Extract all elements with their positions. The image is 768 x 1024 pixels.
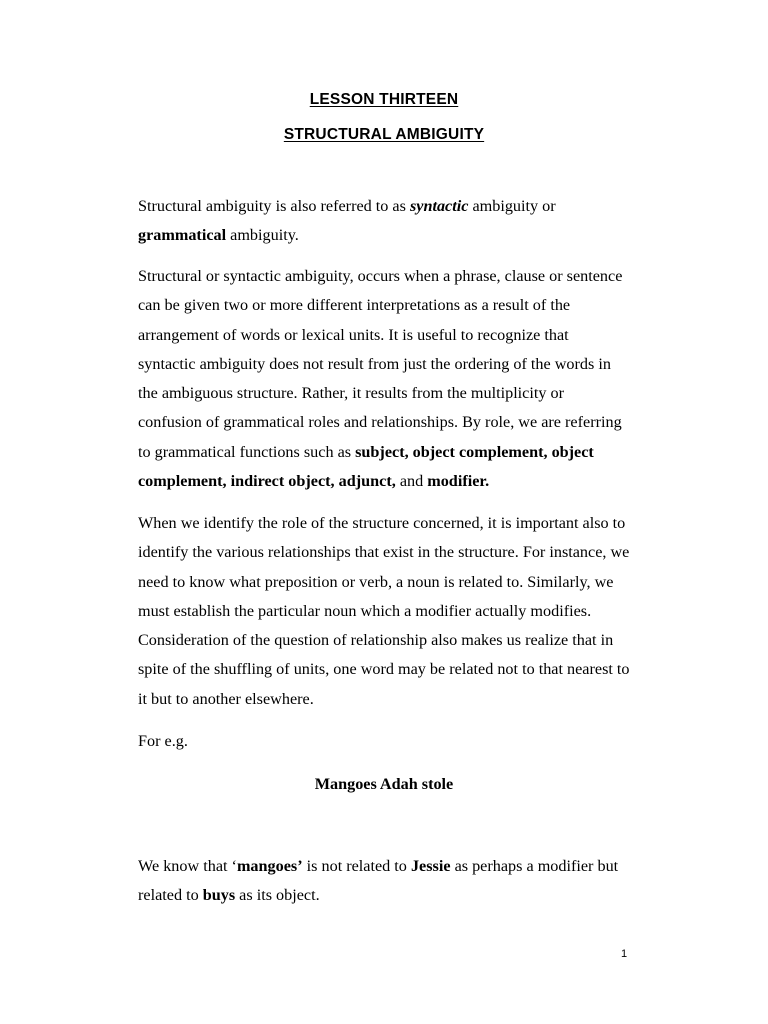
paragraph-explanation [138,262,630,496]
para1-text-2: ambiguity or [468,197,556,215]
lesson-title: LESSON THIRTEEN [309,91,459,108]
para1-term-grammatical: grammatical [138,226,227,245]
para5-text-4: as its object. [235,886,320,905]
para5-word-mangoes: mangoes’ [236,857,303,875]
para2-roles: subject, object complement, object complement, indirect object, adjunct, [138,442,594,491]
lesson-subtitle: STRUCTURAL AMBIGUITY [283,126,485,143]
para5-word-buys: buys [202,886,236,905]
para5-text-2: is not related to [302,857,411,875]
para2-text-2: and [395,472,428,491]
para5-text-3: as perhaps a modifier but related to [138,857,619,905]
para1-text-3: ambiguity. [226,226,299,245]
para1-text-1: Structural ambiguity is also referred to as [138,197,410,215]
para5-word-jessie: Jessie [410,857,451,875]
paragraph-example-intro: For e.g. [138,732,188,750]
example-sentence: Mangoes Adah stole [314,775,454,793]
page-number: 1 [621,948,628,960]
para2-text-1: Structural or syntactic ambiguity, occurs when a phrase, clause or sentence can be given two or more different interpretations as a result of the arrangement of words or lexical units. It is useful to recognize that syntactic ambiguity does not result from just the ordering of the words in the ambiguous structure. Rather, it results from the multiplicity or confusion of grammatical roles and relationships. By role, we are referring to grammatical functions such as [138,267,623,461]
para1-term-syntactic: syntactic [409,197,469,215]
paragraph-definition [138,192,630,251]
para2-modifier: modifier. [427,472,490,491]
paragraph-conclusion [138,852,630,911]
paragraph-relationships: When we identify the role of the structure concerned, it is important also to identify the various relationships that exist in the structure. For instance, we need to know what preposition or verb, a noun is related to. Similarly, we must establish the particular noun which a modifier actually modifies. Consideration of the question of relationship also makes us realize that in spite of the shuffling of units, one word may be related not to that nearest to it but to another elsewhere. [138,514,630,708]
para5-text-1: We know that ‘ [138,857,237,875]
